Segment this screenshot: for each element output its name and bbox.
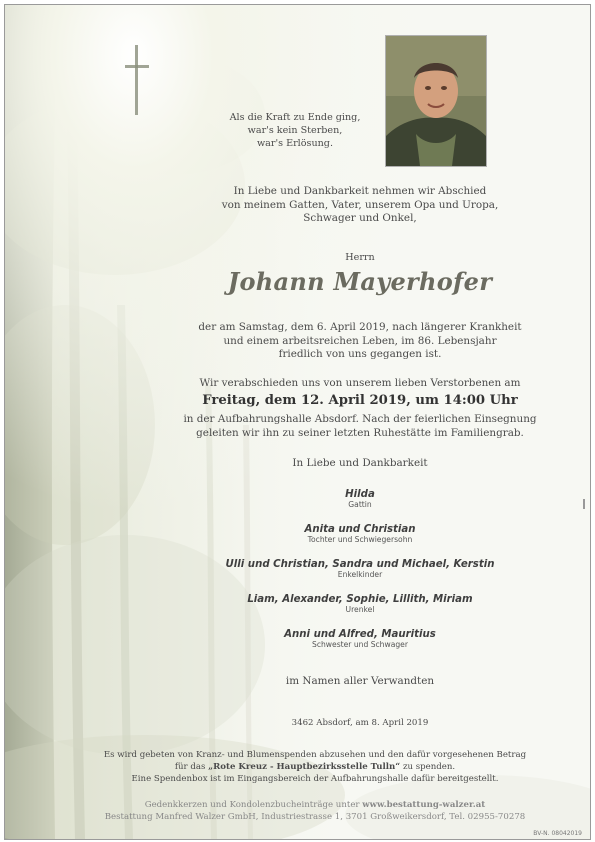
death-line: der am Samstag, dem 6. April 2019, nach längerer Krankheit	[198, 321, 522, 333]
poem-line: war's kein Sterben,	[247, 125, 343, 136]
place-date: 3462 Absdorf, am 8. April 2019	[291, 718, 429, 728]
donation-charity: „Rote Kreuz - Hauptbezirksstelle Tulln“	[208, 762, 401, 772]
portrait-photo	[385, 35, 487, 167]
funeral-line: in der Aufbahrungshalle Absdorf. Nach der feierlichen Einsegnung	[183, 413, 537, 425]
death-line: friedlich von uns gegangen ist.	[278, 348, 442, 360]
family-names: Hilda	[345, 489, 375, 500]
donation-text: zu spenden.	[400, 762, 456, 772]
family-names: Anni und Alfred, Mauritius	[284, 629, 436, 640]
family-entry	[135, 594, 585, 614]
donation-note	[45, 749, 585, 785]
family-names: Ulli und Christian, Sandra und Michael, Kerstin	[225, 559, 495, 570]
relatives-text: im Namen aller Verwandten	[285, 675, 435, 687]
intro-line: In Liebe und Dankbarkeit nehmen wir Abschied	[233, 185, 487, 197]
death-text	[135, 321, 585, 362]
poem-line: war's Erlösung.	[256, 138, 334, 149]
farewell-intro: Wir verabschieden uns von unserem lieben Verstorbenen am	[199, 377, 521, 389]
family-entry	[135, 629, 585, 649]
poem-line: Als die Kraft zu Ende ging,	[229, 112, 361, 123]
family-relation: Enkelkinder	[337, 570, 383, 579]
intro-text	[135, 185, 585, 226]
family-relation: Urenkel	[345, 605, 375, 614]
footer-line: Bestattung Manfred Walzer GmbH, Industriestrasse 1, 3701 Großweikersdorf, Tel. 02955-70278	[104, 812, 526, 822]
deceased-name: Johann Mayerhofer	[227, 267, 493, 296]
print-code: BV-N. 08042019	[533, 830, 582, 837]
intro-line: von meinem Gatten, Vater, unserem Opa und Uropa,	[221, 198, 499, 211]
footer-website-link[interactable]: www.bestattung-walzer.at	[362, 800, 486, 810]
poem	[205, 111, 385, 150]
family-entry	[135, 489, 585, 509]
family-names: Liam, Alexander, Sophie, Lillith, Miriam	[247, 594, 473, 605]
donation-text: für das	[174, 762, 209, 772]
donation-line: Eine Spendenbox ist im Eingangsbereich der Aufbahrungshalle dafür bereitgestellt.	[131, 774, 499, 784]
funeral-line: geleiten wir ihn zu seiner letzten Ruhestätte im Familiengrab.	[196, 426, 524, 439]
family-entry	[135, 524, 585, 544]
parte-page	[4, 4, 591, 840]
death-line: und einem arbeitsreichen Leben, im 86. Lebensjahr	[223, 334, 497, 347]
family-relation: Tochter und Schwiegersohn	[307, 535, 413, 544]
family-entry	[135, 559, 585, 579]
funeral-date: Freitag, dem 12. April 2019, um 14:00 Uhr	[202, 393, 518, 408]
salutation: Herrn	[345, 252, 375, 263]
funeral-text	[135, 413, 585, 440]
donation-line: Es wird gebeten von Kranz- und Blumenspenden abzusehen und den dafür vorgesehenen Betrag	[103, 750, 527, 760]
donation-line	[45, 761, 585, 773]
in-love-text: In Liebe und Dankbarkeit	[292, 457, 428, 469]
family-relation: Gattin	[348, 500, 372, 509]
footer-text: Gedenkkerzen und Kondolenzbucheinträge unter	[144, 800, 363, 810]
footer-line	[45, 799, 585, 811]
intro-line: Schwager und Onkel,	[303, 212, 417, 224]
family-relation: Schwester und Schwager	[312, 640, 408, 649]
funeral-home-footer	[45, 799, 585, 823]
family-names: Anita und Christian	[304, 524, 416, 535]
